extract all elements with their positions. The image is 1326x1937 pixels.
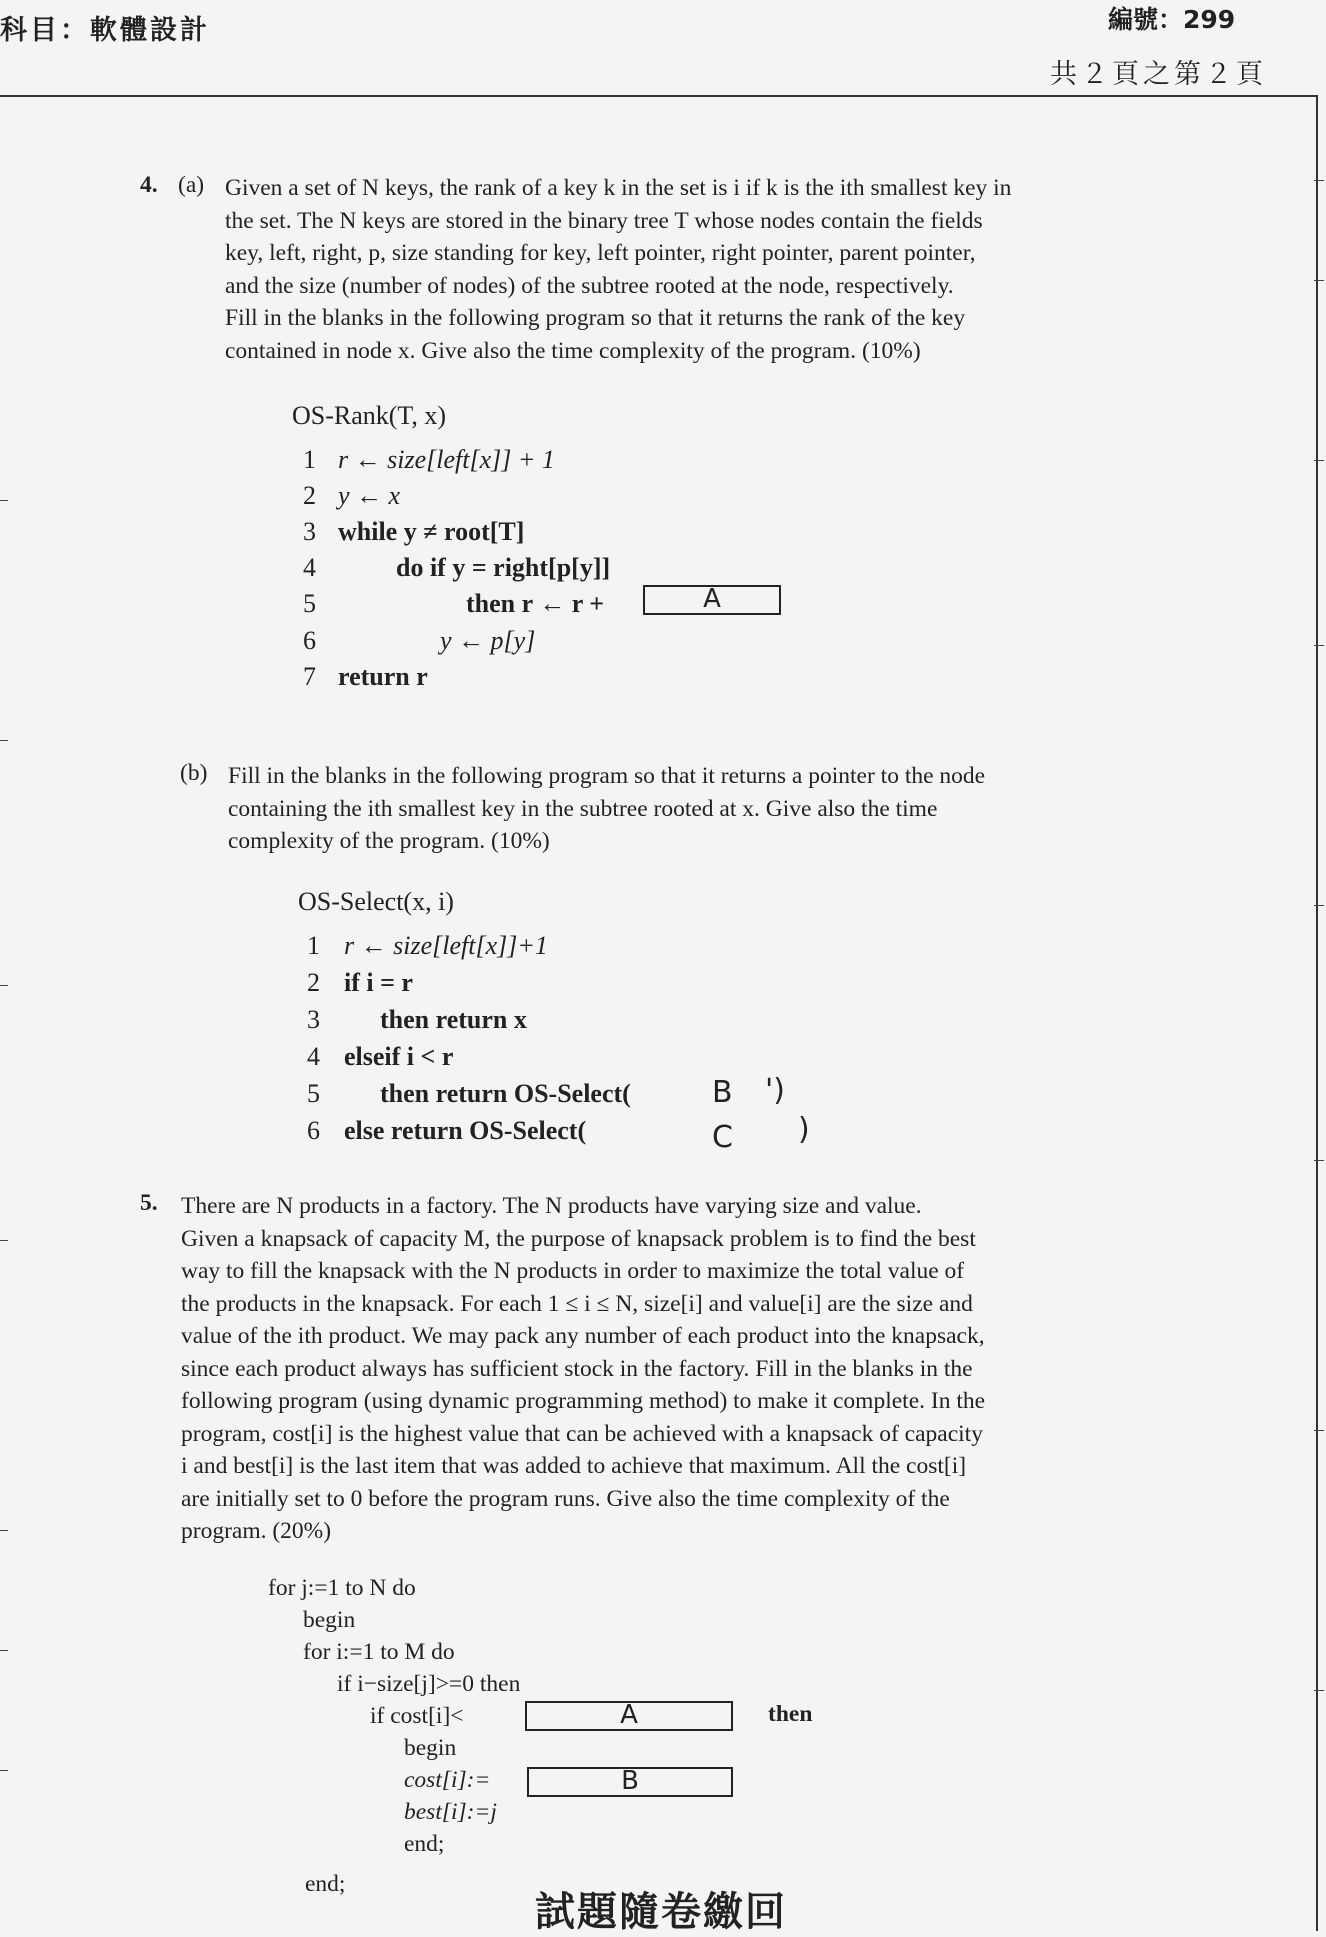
code-line: for j:=1 to N do [268,1575,416,1601]
rank-code-block [0,442,1326,702]
margin-tick [0,1530,8,1531]
line-number: 4 [307,1042,320,1071]
code-line: return r [338,662,428,691]
code-line: if i−size[j]>=0 then [337,1671,521,1697]
code-line: r ← size[left[x]] + 1 [338,445,555,474]
blank-box-a: A [525,1701,733,1731]
text-line: program. (20%) [181,1518,332,1544]
margin-tick [1314,280,1324,281]
text-line: since each product always has sufficient stock in the factory. Fill in the blanks in the [181,1355,973,1382]
text-line: complexity of the program. (10%) [228,828,550,854]
line-number: 6 [303,626,316,655]
text-line: following program (using dynamic programming method) to make it complete. In the [181,1388,986,1414]
line-number: 6 [307,1116,320,1145]
text-line: i and best[i] is the last item that was added to achieve that maximum. All the cost[i] [181,1453,967,1479]
subpart-label: (a) [178,172,205,198]
question-number: 5. [140,1190,158,1216]
code-line: end; [404,1831,445,1857]
page-indicator: 共２頁之第２頁 [1050,59,1267,90]
code-line: y ← x [338,481,401,510]
question-4a-text [225,172,1155,367]
line-number: 7 [303,662,316,691]
handwritten-b: B [712,1075,733,1110]
blank-box-a: A [643,585,781,615]
code-line: then return x [380,1005,527,1034]
text-line: There are N products in a factory. The N products have varying size and value. [181,1193,922,1219]
text-line: Given a knapsack of capacity M, the purpose of knapsack problem is to find the best [181,1225,976,1252]
code-line: if i = r [344,968,413,997]
text-line: Fill in the blanks in the following program so that it returns a pointer to the node [228,763,986,789]
code-line: begin [404,1735,457,1761]
handwritten-c: C [712,1120,733,1155]
procedure-title: OS-Select(x, i) [298,887,454,916]
line-number: 1 [303,445,316,474]
procedure-title: OS-Rank(T, x) [292,401,447,430]
line-number: 1 [307,931,320,960]
then-keyword: then [768,1701,813,1727]
code-line: best[i]:=j [404,1799,497,1825]
code-line: y ← p[y] [440,626,536,655]
code-line: then r ← r + [466,589,605,618]
margin-tick [1314,1160,1324,1161]
margin-tick [1314,180,1324,181]
question-4b-text [228,760,1158,858]
line-number: 5 [303,589,316,618]
text-line: Fill in the blanks in the following program so that it returns the rank of the key [225,305,966,331]
text-line: program, cost[i] is the highest value that can be achieved with a knapsack of capacity [181,1420,983,1447]
return-exam-notice: 試題隨卷繳回 [535,1888,787,1935]
code-line: r ← size[left[x]]+1 [344,931,548,960]
text-line: Given a set of N keys, the rank of a key k in the set is i if k is the ith smallest key in [225,175,1012,201]
exam-code: 編號：299 [1108,5,1236,34]
code-line: then return OS-Select( [380,1079,631,1108]
line-number: 3 [307,1005,320,1034]
code-line: while y ≠ root[T] [338,517,525,546]
question-5-text [181,1190,1166,1548]
text-line: the products in the knapsack. For each 1 ≤ i ≤ N, size[i] and value[i] are the size and [181,1290,973,1317]
code-line: elseif i < r [344,1042,454,1071]
line-number: 4 [303,553,316,582]
code-line: end; [305,1871,346,1897]
text-line: containing the ith smallest key in the subtree rooted at x. Give also the time [228,795,938,822]
line-number: 3 [303,517,316,546]
text-line: way to fill the knapsack with the N products in order to maximize the total value of [181,1258,965,1284]
code-line: else return OS-Select( [344,1116,587,1145]
margin-tick [1314,905,1324,906]
code-line: for i:=1 to M do [303,1639,455,1665]
text-line: key, left, right, p, size standing for key, left pointer, right pointer, parent pointer, [225,240,976,266]
subject-label: 科目：軟體設計 [0,15,210,46]
line-number: 2 [303,481,316,510]
margin-tick [0,740,8,741]
blank-box-b: B [527,1767,733,1797]
select-code-block [0,928,1326,1158]
text-line: value of the ith product. We may pack any number of each product into the knapsack, [181,1323,985,1349]
close-paren: ') [765,1073,785,1108]
code-line: cost[i]:= [404,1767,491,1793]
margin-tick [1314,1430,1324,1431]
close-paren: ) [798,1112,810,1147]
line-number: 2 [307,968,320,997]
knapsack-code-block [0,1572,1326,1912]
code-line: do if y = right[p[y]] [396,553,611,582]
subpart-label: (b) [180,760,208,786]
code-line: if cost[i]< [370,1703,464,1729]
text-line: are initially set to 0 before the program runs. Give also the time complexity of the [181,1485,950,1512]
margin-tick [0,1240,8,1241]
text-line: contained in node x. Give also the time complexity of the program. (10%) [225,337,921,364]
text-line: the set. The N keys are stored in the binary tree T whose nodes contain the fields [225,207,983,234]
question-number: 4. [140,172,158,198]
line-number: 5 [307,1079,320,1108]
code-line: begin [303,1607,356,1633]
text-line: and the size (number of nodes) of the subtree rooted at the node, respectively. [225,272,954,299]
